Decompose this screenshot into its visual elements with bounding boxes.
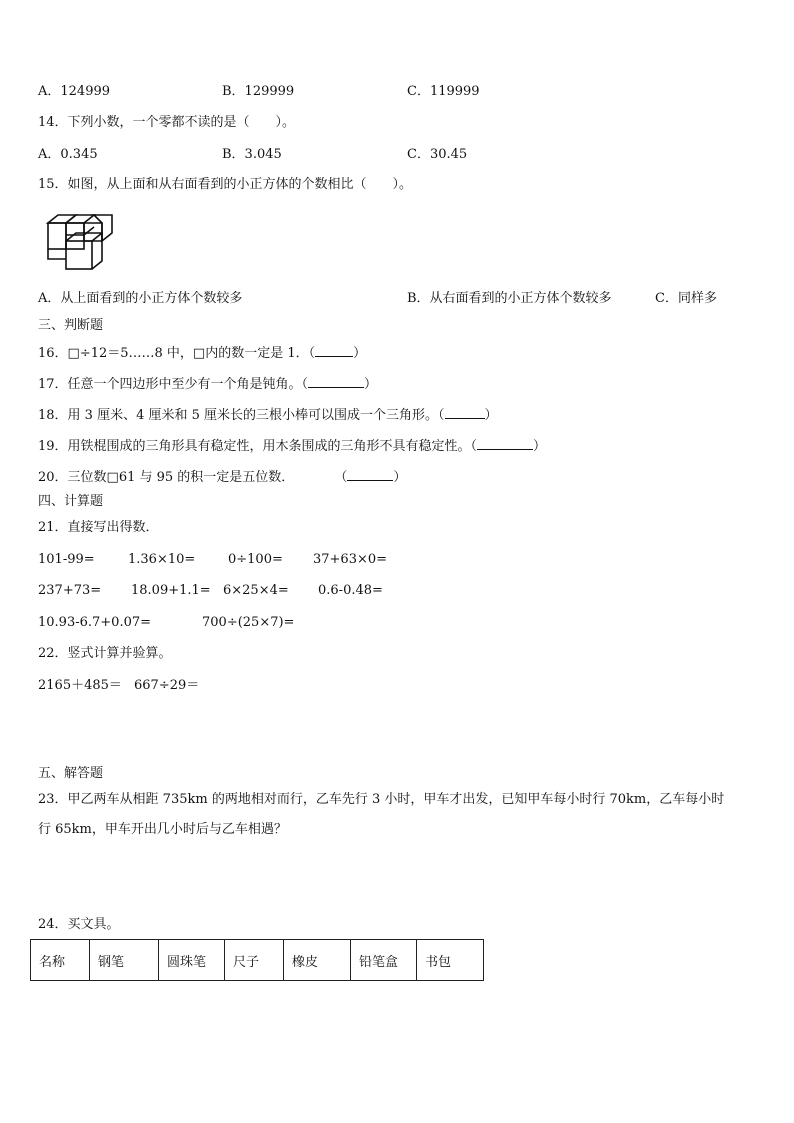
- calc-item: 700÷(25×7)=: [202, 615, 295, 630]
- q17-text: 17．任意一个四边形中至少有一个角是钝角。（: [38, 377, 309, 392]
- calc-item: 6×25×4=: [223, 583, 289, 598]
- q18-text: 18．用 3 厘米、4 厘米和 5 厘米长的三根小棒可以围成一个三角形。（: [38, 408, 445, 423]
- table-cell: 钢笔: [90, 940, 159, 981]
- q20: [38, 468, 406, 486]
- answer-blank[interactable]: [477, 437, 533, 450]
- q19-close: ）: [533, 439, 547, 454]
- q18-close: ）: [484, 408, 498, 423]
- vertical-calc-item: 2165＋485＝: [38, 678, 122, 693]
- q14-option-c: C．30.45: [407, 147, 468, 162]
- cube-figure: [44, 213, 114, 273]
- q19: [38, 437, 546, 455]
- calc-item: 237+73=: [38, 583, 102, 598]
- table-cell: 橡皮: [284, 940, 351, 981]
- calc-item: 101-99=: [38, 552, 95, 567]
- q22-stem: 22．竖式计算并验算。: [38, 646, 172, 661]
- q16: [38, 344, 366, 362]
- table-row: [31, 940, 484, 981]
- calc-item: 37+63×0=: [313, 552, 388, 567]
- table-cell: 尺子: [225, 940, 284, 981]
- q14-stem: 14．下列小数，一个零都不读的是（ ）。: [38, 115, 296, 130]
- q14-option-a: A．0.345: [38, 147, 98, 162]
- q13-option-b: B．129999: [222, 84, 295, 99]
- q15-option-a: A．从上面看到的小正方体个数较多: [38, 291, 243, 306]
- q17: [38, 375, 377, 393]
- section-4-title: 四、计算题: [38, 494, 104, 509]
- q16-close: ）: [353, 346, 367, 361]
- calc-item: 0.6-0.48=: [318, 583, 383, 598]
- q24-stem: 24．买文具。: [38, 917, 120, 932]
- q13-option-a: A．124999: [38, 84, 111, 99]
- section-3-title: 三、判断题: [38, 318, 104, 333]
- calc-item: 18.09+1.1=: [131, 583, 211, 598]
- q15-option-b: B．从右面看到的小正方体个数较多: [407, 291, 612, 306]
- table-cell: 名称: [31, 940, 90, 981]
- q20-open: （: [334, 470, 348, 485]
- q18: [38, 406, 498, 424]
- table-cell: 圆珠笔: [159, 940, 225, 981]
- answer-blank[interactable]: [308, 375, 364, 388]
- table-cell: 书包: [417, 940, 484, 981]
- q20-text: 20．三位数□61 与 95 的积一定是五位数．: [38, 470, 295, 485]
- answer-blank[interactable]: [445, 406, 485, 419]
- calc-item: 10.93-6.7+0.07=: [38, 615, 152, 630]
- q19-text: 19．用铁棍围成的三角形具有稳定性，用木条围成的三角形不具有稳定性。（: [38, 439, 478, 454]
- section-5-title: 五、解答题: [38, 766, 104, 781]
- q14-option-b: B．3.045: [222, 147, 282, 162]
- calc-item: 1.36×10=: [128, 552, 196, 567]
- q23-line-1: 23．甲乙两车从相距 735km 的两地相对而行，乙车先行 3 小时，甲车才出发，已知甲车每小时行 70km，乙车每小时: [38, 792, 725, 807]
- q20-close: ）: [393, 470, 407, 485]
- stationery-table: [30, 939, 484, 981]
- vertical-calc-item: 667÷29＝: [134, 678, 200, 693]
- answer-blank[interactable]: [315, 344, 353, 357]
- q17-close: ）: [364, 377, 378, 392]
- q15-option-c: C．同样多: [655, 291, 717, 306]
- q23-line-2: 行 65km，甲车开出几小时后与乙车相遇？: [38, 822, 287, 837]
- q15-stem: 15．如图，从上面和从右面看到的小正方体的个数相比（ ）。: [38, 177, 413, 192]
- q16-text: 16．□÷12＝5……8 中，□内的数一定是 1．（: [38, 346, 316, 361]
- table-cell: 铅笔盒: [351, 940, 417, 981]
- q13-option-c: C．119999: [407, 84, 480, 99]
- answer-blank[interactable]: [347, 468, 393, 481]
- q21-stem: 21．直接写出得数．: [38, 520, 159, 535]
- calc-item: 0÷100=: [228, 552, 283, 567]
